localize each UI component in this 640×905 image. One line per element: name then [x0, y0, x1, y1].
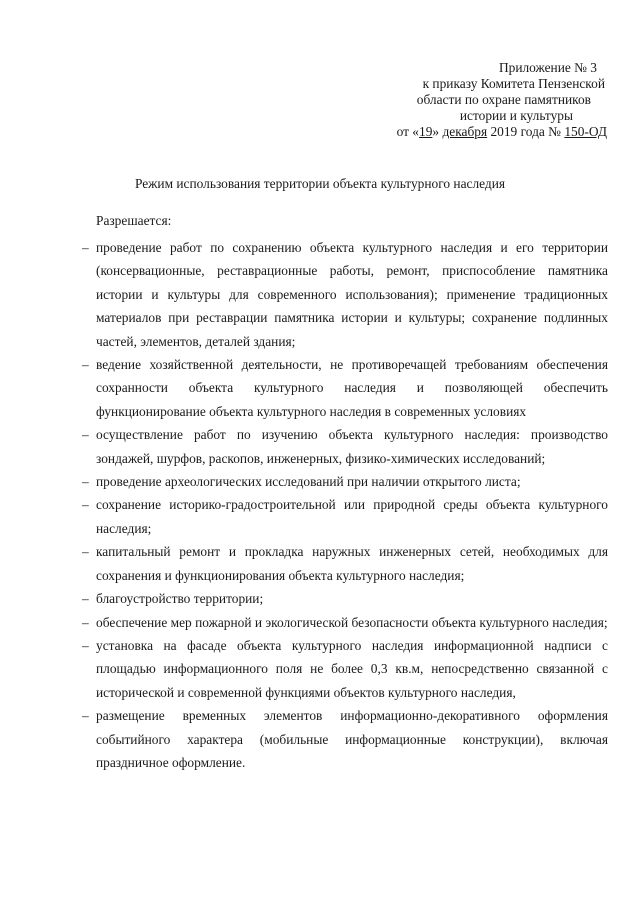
- appendix-date-line: [347, 124, 607, 140]
- list-item-text: проведение работ по сохранению объекта культурного наследия и его территории (консервационные, реставрационные работы, ремонт, приспособление памятника истории и культуры для современного использования); применение традиционных материалов при реставрации памятника истории и культуры; сохранение подлинных частей, элементов, деталей здания;: [96, 240, 608, 349]
- list-dash: –: [82, 240, 89, 255]
- intro-text: Разрешается:: [96, 213, 172, 228]
- appendix-header: [347, 60, 607, 140]
- list-item: [0, 634, 640, 704]
- list-item-text: размещение временных элементов информационно-декоративного оформления событийного характера (мобильные информационные конструкции), включая праздничное оформление.: [96, 708, 608, 770]
- permitted-list: [0, 236, 640, 774]
- list-dash: –: [82, 708, 89, 724]
- list-item: [0, 611, 640, 634]
- appendix-order-ref: к приказу Комитета Пензенской: [422, 76, 605, 91]
- list-dash: –: [82, 427, 89, 443]
- list-dash: –: [82, 591, 89, 607]
- list-dash: –: [82, 614, 89, 630]
- list-item-text: благоустройство территории;: [96, 591, 264, 607]
- list-dash: –: [82, 637, 89, 653]
- list-item: [0, 587, 640, 610]
- list-item-text: установка на фасаде объекта культурного наследия информационной надписи с площадью информационного поля не более 0,3 кв.м, непосредственно связанной с исторической и современной функциями объектов культурного наследия,: [96, 637, 608, 700]
- list-item-text: осуществление работ по изучению объекта культурного наследия: производство зондажей, шурфов, раскопов, инженерных, физико-химических исследований;: [96, 427, 608, 466]
- document-title: Режим использования территории объекта культурного наследия: [134, 176, 506, 191]
- appendix-region: области по охране памятников: [416, 92, 591, 107]
- list-item: [0, 540, 640, 587]
- list-item-text: проведение археологических исследований при наличии открытого листа;: [96, 474, 521, 490]
- list-item-text: ведение хозяйственной деятельности, не противоречащей требованиям обеспечения сохранности объекта культурного наследия и позволяющей обеспечить функционирование объекта культурного наследия в современных условиях: [96, 357, 608, 419]
- list-dash: –: [82, 474, 89, 490]
- list-item: [0, 704, 640, 774]
- list-dash: –: [82, 497, 89, 513]
- appendix-number: Приложение № 3: [498, 60, 597, 75]
- date-prefix: от «: [396, 124, 420, 139]
- list-item-text: обеспечение мер пожарной и экологической безопасности объекта культурного наследия;: [96, 614, 608, 630]
- list-item: [0, 423, 640, 470]
- list-item-text: капитальный ремонт и прокладка наружных инженерных сетей, необходимых для сохранения и функционирования объекта культурного наследия;: [96, 544, 608, 583]
- order-number: 150-ОД: [564, 124, 607, 139]
- date-mid1: »: [432, 124, 443, 139]
- list-item: [0, 470, 640, 493]
- list-item: [0, 236, 640, 353]
- list-item: [0, 493, 640, 540]
- list-dash: –: [82, 544, 89, 560]
- appendix-subject: истории и культуры: [459, 108, 573, 123]
- date-mid2: 2019 года №: [487, 124, 565, 139]
- list-dash: –: [82, 357, 89, 373]
- list-item: [0, 353, 640, 423]
- date-month: декабря: [442, 124, 488, 139]
- date-day: 19: [419, 124, 433, 139]
- list-item-text: сохранение историко-градостроительной или природной среды объекта культурного наследия;: [96, 497, 608, 536]
